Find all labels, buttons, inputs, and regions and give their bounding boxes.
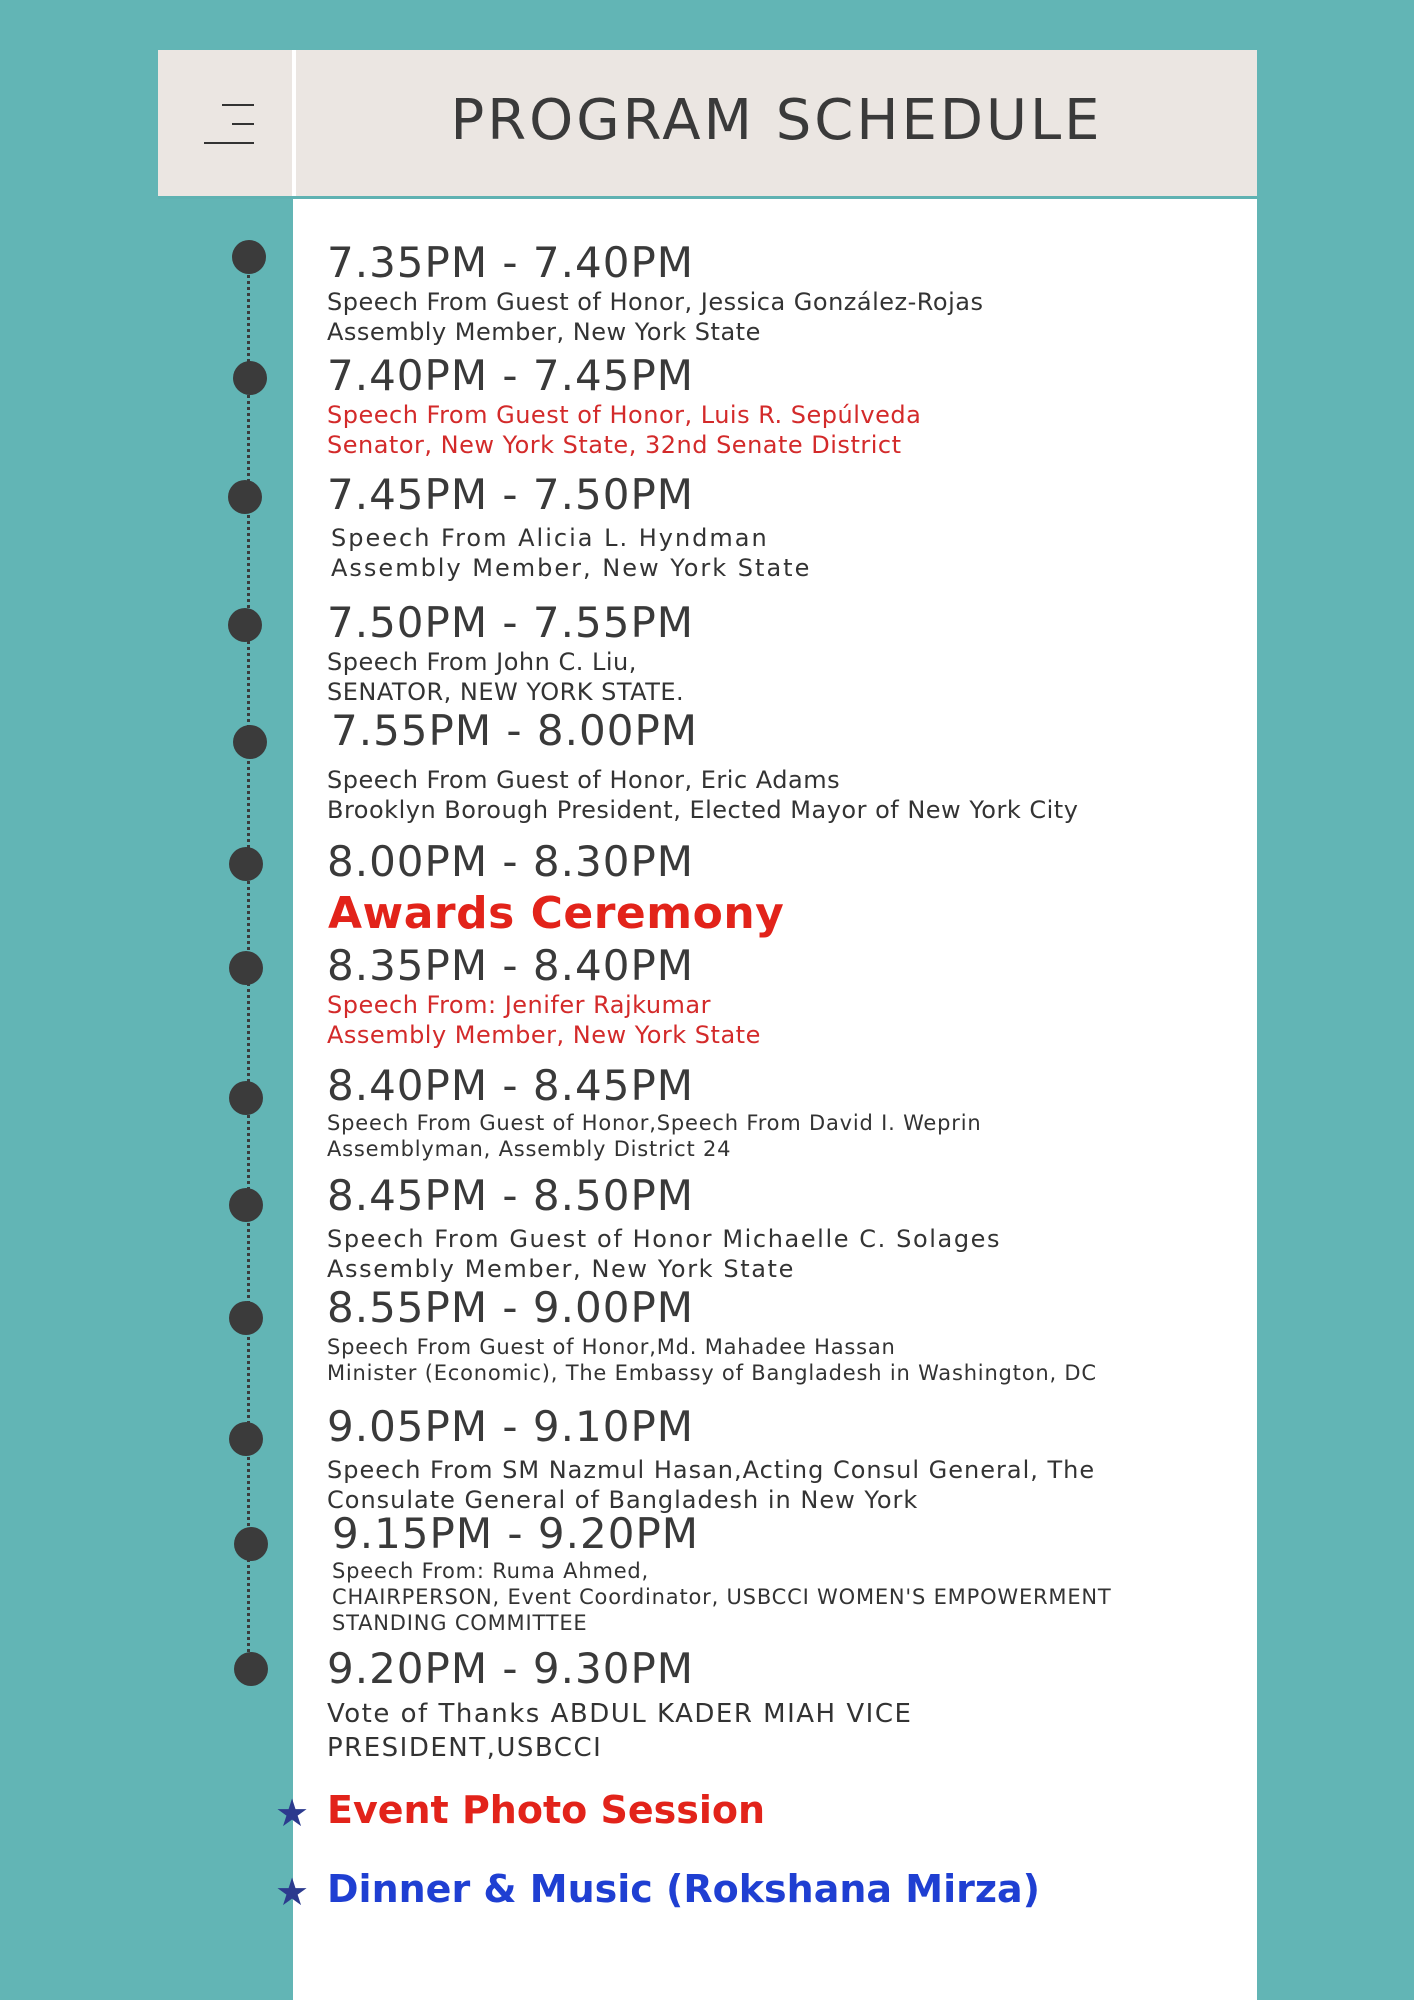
timeline-dot — [229, 1301, 263, 1335]
time-range: 7.35PM - 7.40PM — [327, 238, 695, 287]
timeline-dot — [229, 1081, 263, 1115]
schedule-entry — [332, 1510, 1232, 1636]
time-range: 9.05PM - 9.10PM — [327, 1402, 695, 1451]
entry-description: Consulate General of Bangladesh in New York — [327, 1486, 919, 1514]
timeline-dot — [228, 608, 262, 642]
timeline-dot — [229, 1188, 263, 1222]
entry-description: Speech From Guest of Honor,Speech From David I. Weprin — [327, 1111, 982, 1135]
time-range: 8.35PM - 8.40PM — [327, 941, 695, 990]
timeline-dot — [229, 847, 263, 881]
star-icon: ★ — [275, 1790, 310, 1835]
timeline-dot — [229, 1422, 263, 1456]
time-range: 7.50PM - 7.55PM — [327, 598, 695, 647]
schedule-entry — [327, 1645, 1227, 1765]
schedule-entry — [327, 1172, 1227, 1284]
entry-description: PRESIDENT,USBCCI — [327, 1733, 603, 1763]
header-bar — [158, 50, 1257, 199]
time-range: 9.15PM - 9.20PM — [332, 1509, 700, 1558]
entry-description: SENATOR, NEW YORK STATE. — [327, 678, 685, 706]
entry-description: Speech From: Ruma Ahmed, — [332, 1559, 650, 1583]
time-range: 9.20PM - 9.30PM — [327, 1644, 695, 1693]
schedule-entry — [327, 1062, 1227, 1162]
schedule-entry — [327, 1403, 1227, 1515]
schedule-entry — [327, 352, 1227, 460]
timeline-dot — [228, 480, 262, 514]
timeline-dot — [233, 725, 267, 759]
entry-description: Brooklyn Borough President, Elected Mayor of New York City — [327, 796, 1079, 824]
schedule-entry — [327, 471, 1227, 583]
time-range: 8.40PM - 8.45PM — [327, 1061, 695, 1110]
timeline-dot — [234, 1527, 268, 1561]
event-photo-session — [275, 1788, 765, 1835]
entry-description: STANDING COMMITTEE — [332, 1611, 588, 1635]
entry-description: Speech From Guest of Honor, Jessica González-Rojas — [327, 288, 984, 316]
entry-description: Speech From: Jenifer Rajkumar — [327, 991, 711, 1019]
entry-description: Assembly Member, New York State — [327, 318, 761, 346]
entry-description: Assembly Member, New York State — [327, 1255, 795, 1283]
schedule-entry — [327, 239, 1227, 347]
schedule-entry — [327, 707, 1227, 825]
entry-description: Speech From Guest of Honor, Luis R. Sepúlveda — [327, 401, 922, 429]
entry-description: CHAIRPERSON, Event Coordinator, USBCCI WOMEN'S EMPOWERMENT — [332, 1585, 1112, 1609]
timeline-dot — [234, 1652, 268, 1686]
photo-session-label: Event Photo Session — [327, 1788, 766, 1832]
time-range: 8.55PM - 9.00PM — [327, 1283, 695, 1332]
entry-description: Speech From Alicia L. Hyndman — [331, 524, 769, 552]
dinner-and-music — [275, 1867, 1040, 1914]
entry-description: Speech From Guest of Honor,Md. Mahadee Hassan — [327, 1335, 896, 1359]
entry-description: Minister (Economic), The Embassy of Bangladesh in Washington, DC — [327, 1361, 1097, 1385]
entry-description: Assembly Member, New York State — [327, 1021, 761, 1049]
awards-ceremony-label: Awards Ceremony — [328, 888, 785, 939]
schedule-entry — [327, 942, 1227, 1050]
entry-description: Assembly Member, New York State — [331, 554, 812, 582]
timeline-dot — [229, 951, 263, 985]
time-range: 8.45PM - 8.50PM — [327, 1171, 695, 1220]
entry-description: Speech From Guest of Honor, Eric Adams — [327, 766, 841, 794]
entry-description: Assemblyman, Assembly District 24 — [327, 1137, 732, 1161]
entry-description: Senator, New York State, 32nd Senate District — [327, 431, 902, 459]
timeline-dot — [233, 361, 267, 395]
entry-description: Speech From SM Nazmul Hasan,Acting Consul General, The — [327, 1456, 1096, 1484]
entry-description: Vote of Thanks ABDUL KADER MIAH VICE — [327, 1699, 913, 1729]
menu-icon[interactable] — [204, 102, 254, 146]
entry-description: Speech From Guest of Honor Michaelle C. Solages — [327, 1225, 1002, 1253]
time-range: 7.55PM - 8.00PM — [331, 706, 699, 755]
time-range: 8.00PM - 8.30PM — [327, 837, 695, 886]
schedule-entry — [327, 838, 1227, 886]
star-icon: ★ — [275, 1869, 310, 1914]
time-range: 7.45PM - 7.50PM — [327, 470, 695, 519]
dinner-label: Dinner & Music (Rokshana Mirza) — [327, 1867, 1041, 1911]
schedule-entry — [327, 1284, 1227, 1386]
timeline-dot — [232, 240, 266, 274]
page-title: PROGRAM SCHEDULE — [450, 88, 1103, 153]
time-range: 7.40PM - 7.45PM — [327, 351, 695, 400]
entry-description: Speech From John C. Liu, — [327, 648, 637, 676]
schedule-entry — [327, 599, 1227, 707]
